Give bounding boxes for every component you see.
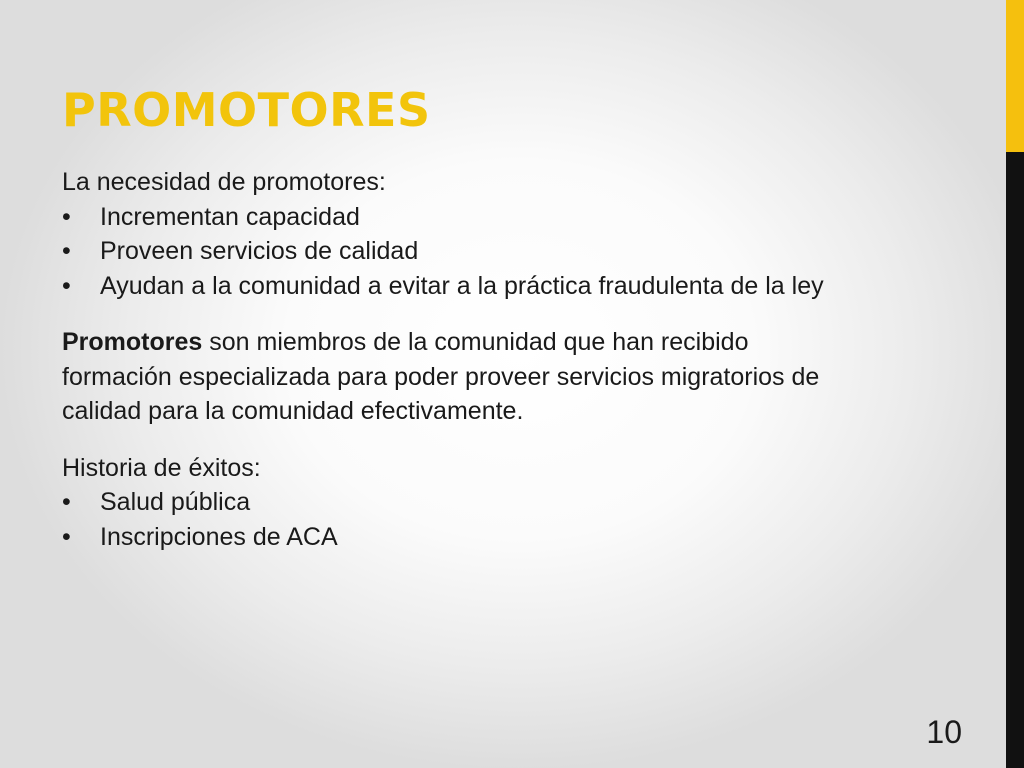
definition-line <box>62 325 962 360</box>
definition-text: son miembros de la comunidad que han recibido <box>202 328 749 356</box>
definition-paragraph <box>62 325 962 429</box>
accent-bar-black <box>1006 152 1024 768</box>
bullet-text: Ayudan a la comunidad a evitar a la práctica fraudulenta de la ley <box>100 271 824 300</box>
bullet-icon: • <box>62 271 71 300</box>
definition-term: Promotores <box>62 328 203 356</box>
bullet-icon: • <box>62 237 71 265</box>
bullet-text: Proveen servicios de calidad <box>100 237 419 265</box>
accent-bar-yellow <box>1006 0 1024 152</box>
definition-line: calidad para la comunidad efectivamente. <box>62 397 524 425</box>
success-heading: Historia de éxitos: <box>62 453 261 482</box>
bullet-item <box>62 269 962 304</box>
slide-body <box>62 165 962 554</box>
bullet-item <box>62 200 962 235</box>
success-item-text: Salud pública <box>100 488 251 516</box>
success-item <box>62 485 962 520</box>
page-number: 10 <box>926 714 962 750</box>
success-item <box>62 520 962 555</box>
intro-text: La necesidad de promotores: <box>62 168 386 196</box>
slide-title: PROMOTORES <box>62 83 431 137</box>
bullet-icon: • <box>62 488 71 516</box>
bullet-icon: • <box>62 522 71 551</box>
definition-line: formación especializada para poder proveer servicios migratorios de <box>62 362 820 391</box>
success-item-text: Inscripciones de ACA <box>100 522 338 551</box>
bullet-item <box>62 234 962 269</box>
bullet-icon: • <box>62 202 71 231</box>
bullet-text: Incrementan capacidad <box>100 202 360 231</box>
